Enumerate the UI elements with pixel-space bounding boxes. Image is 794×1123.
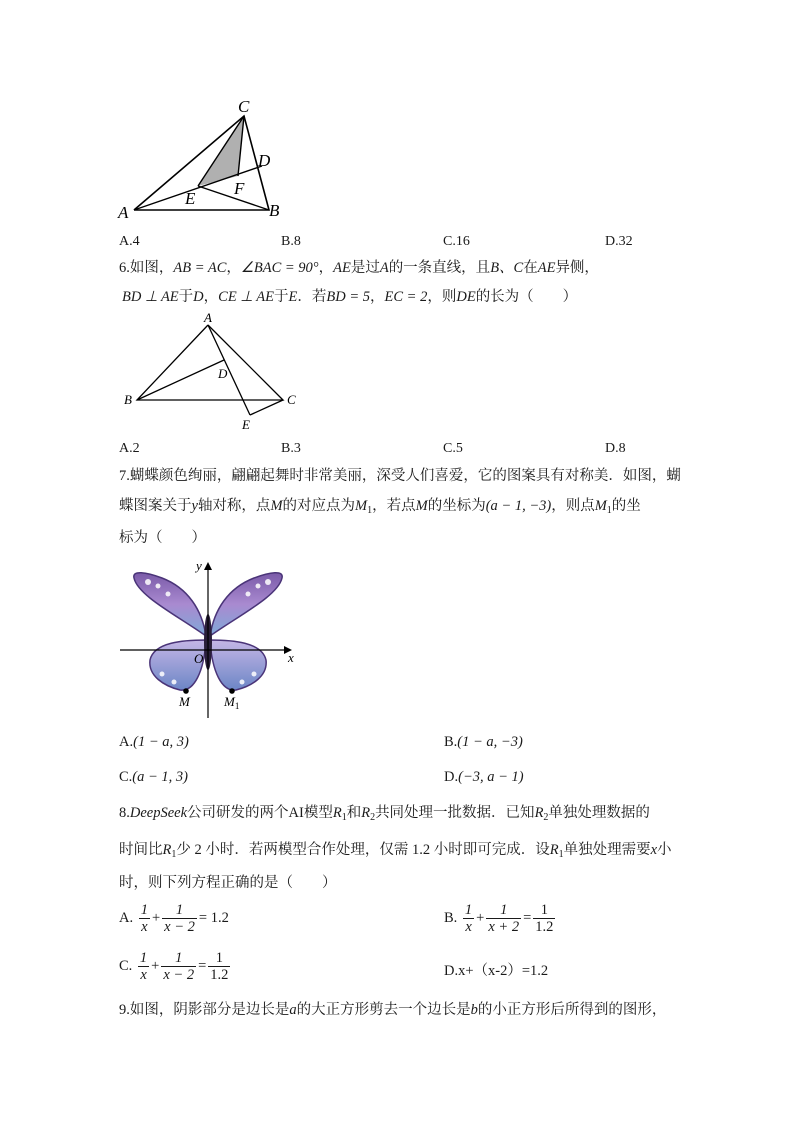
q5-option-d[interactable]: D.32 — [605, 234, 633, 249]
q5-option-a[interactable]: A.4 — [119, 234, 140, 249]
label-m: M — [179, 694, 190, 709]
q6-option-a[interactable]: A.2 — [119, 441, 140, 456]
label-e: E — [242, 417, 250, 432]
segment-ce — [250, 400, 283, 415]
q7-stem-line1: 7.蝴蝶颜色绚丽，翩翩起舞时非常美丽，深受人们喜爱，它的图案具有对称美．如图，蝴 — [119, 468, 681, 484]
butterfly-right-upper-wing — [210, 573, 282, 636]
butterfly-right-lower-wing — [210, 640, 266, 690]
q6-option-c[interactable]: C.5 — [443, 441, 463, 456]
triangle-outline — [137, 325, 283, 400]
q6-option-b[interactable]: B.3 — [281, 441, 301, 456]
label-a: A — [204, 312, 212, 325]
label-c: C — [287, 392, 296, 407]
triangle-outline — [134, 116, 269, 210]
q8-option-c[interactable]: C. $\frac{1}{x}$ + $\frac{1}{x - 2}$ = $\frac{1}{1.2}$ — [119, 950, 229, 983]
q5-option-c[interactable]: C.16 — [443, 234, 470, 249]
q5-triangle-figure — [112, 92, 302, 222]
label-e: E — [185, 189, 196, 208]
q7-stem-line2: 蝶图案关于y轴对称，点M的对应点为$M_1$，若点M的坐标为(a − 1, −3)，则点$M_1$的坐 — [119, 498, 641, 516]
q7-option-d[interactable]: D.(−3, a − 1) — [444, 769, 524, 785]
label-a: A — [118, 203, 129, 222]
point-m — [183, 688, 189, 694]
q8-stem-line1: 8.DeepSeek公司研发的两个AI模型$R_1$和$R_2$共同处理一批数据．已知$R_2$单独处理数据的 — [119, 805, 650, 823]
q8-stem-line3: 时，则下列方程正确的是（ ） — [119, 875, 337, 891]
q8-option-a[interactable]: A. $\frac{1}{x}$ + $\frac{1}{x - 2}$ = 1.2 — [119, 902, 229, 935]
label-d: D — [218, 366, 228, 381]
q8-option-d[interactable]: D.x+（x-2）=1.2 — [444, 963, 549, 979]
label-c: C — [238, 97, 250, 116]
x-axis-label: x — [288, 650, 294, 665]
y-axis-label: y — [196, 558, 202, 573]
q7-option-c[interactable]: C.(a − 1, 3) — [119, 769, 188, 785]
segment-bd — [137, 360, 224, 400]
q7-stem-line3: 标为（ ） — [119, 530, 206, 546]
q5-option-b[interactable]: B.8 — [281, 234, 301, 249]
label-f: F — [234, 179, 245, 198]
q6-option-d[interactable]: D.8 — [605, 441, 626, 456]
q8-option-b[interactable]: B. $\frac{1}{x}$ + $\frac{1}{x + 2}$ = $\frac{1}{1.2}$ — [444, 902, 554, 935]
q6-triangle-figure — [120, 312, 310, 432]
q7-option-b[interactable]: B.(1 − a, −3) — [444, 734, 523, 750]
q7-option-a[interactable]: A.(1 − a, 3) — [119, 734, 189, 750]
butterfly-left-upper-wing — [134, 573, 206, 636]
label-d: D — [258, 151, 271, 170]
label-b: B — [269, 201, 280, 220]
origin-label: O — [194, 651, 204, 666]
y-axis-arrow-icon — [204, 562, 212, 570]
q9-stem-line1: 9.如图，阴影部分是边长是a的大正方形剪去一个边长是b的小正方形后所得到的图形， — [119, 1002, 667, 1018]
label-b: B — [124, 392, 132, 407]
line-ae — [208, 325, 250, 415]
point-m1 — [229, 688, 235, 694]
q7-butterfly-figure — [118, 556, 308, 722]
q8-stem-line2: 时间比$R_1$少 2 小时．若两模型合作处理，仅需 1.2 小时即可完成．设$R_1$单独处理需要x小 — [119, 842, 672, 860]
q6-stem-line1: 6.如图，AB = AC，∠BAC = 90°，AE是过A的一条直线，且B、C在AE异侧， — [119, 260, 599, 276]
q6-stem-line2: BD ⊥ AE于D，CE ⊥ AE于E．若BD = 5，EC = 2，则DE的长为（ ） — [122, 289, 578, 305]
label-m1: $M_1$ — [224, 694, 240, 711]
